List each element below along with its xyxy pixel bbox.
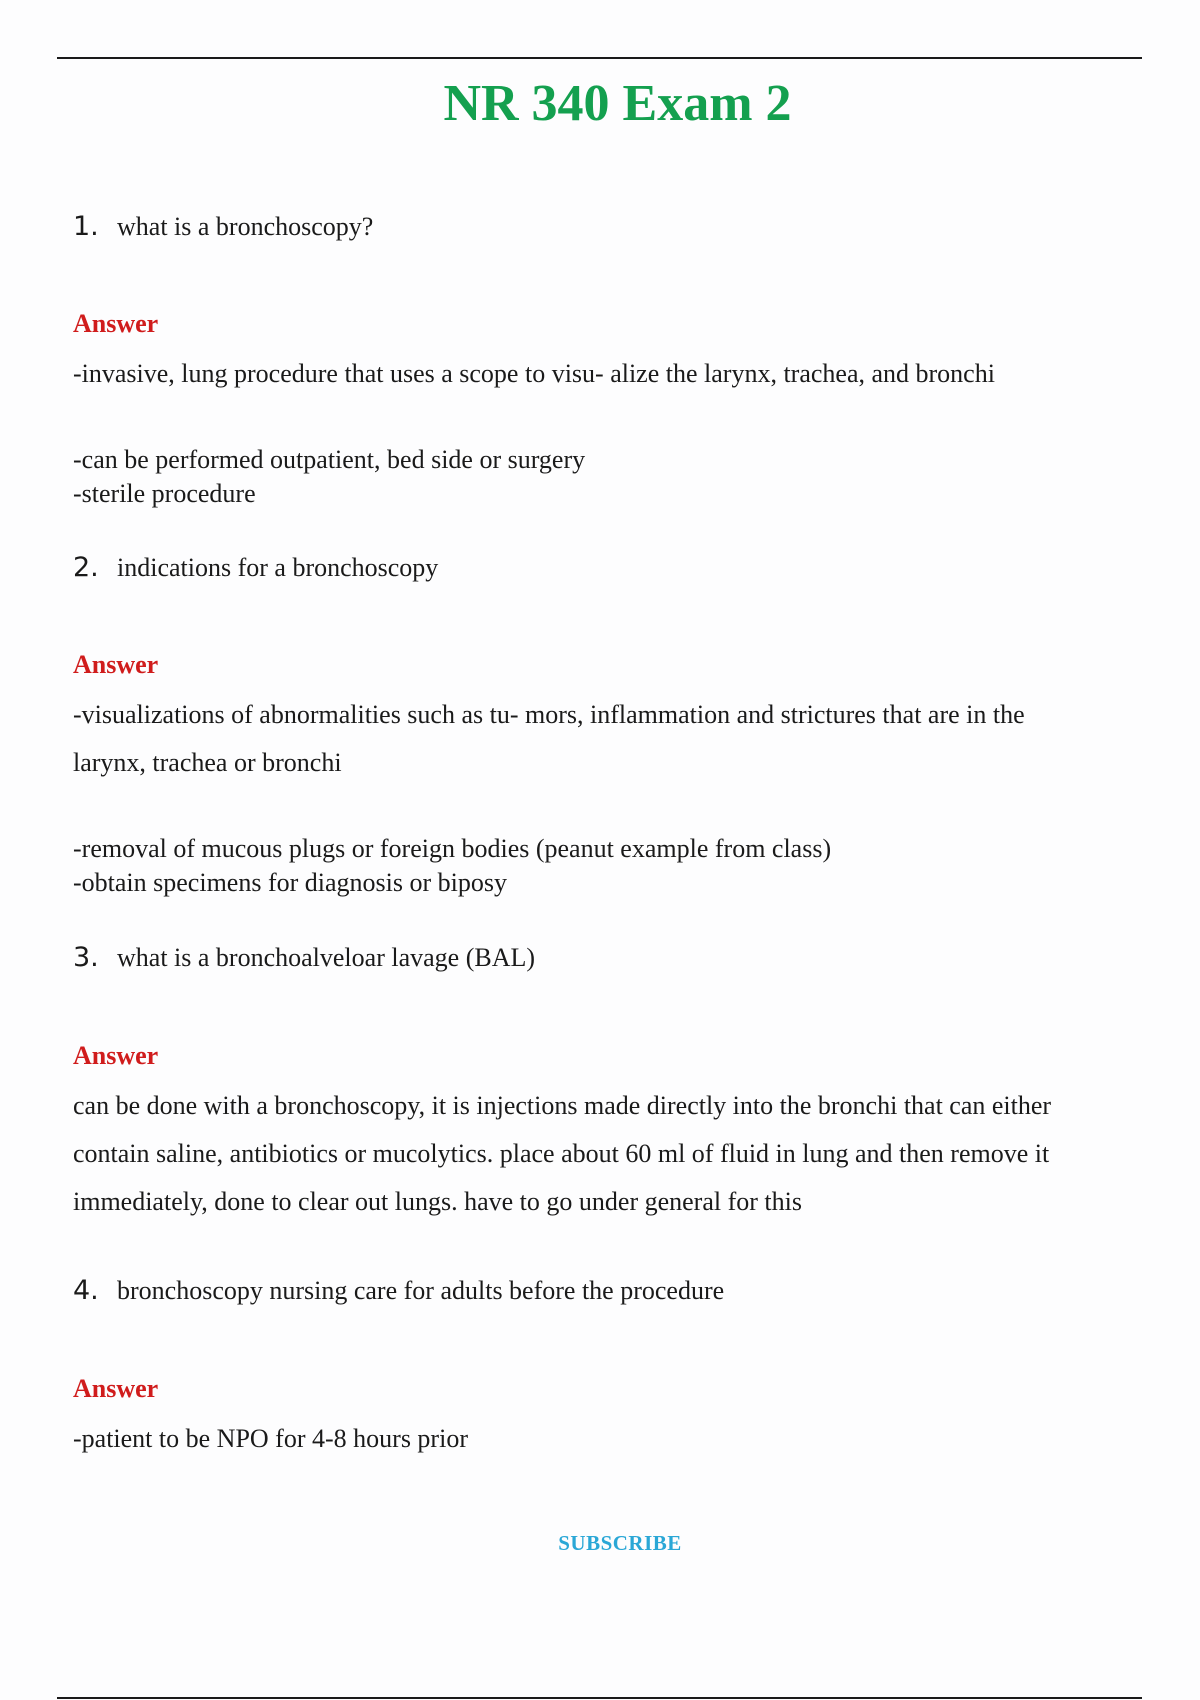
question-item [73, 940, 535, 976]
answer-line: can be done with a bronchoscopy, it is injections made directly into the bronchi that can either [73, 1091, 1052, 1120]
question-item [73, 550, 438, 586]
answer-line: immediately, done to clear out lungs. have to go under general for this [73, 1187, 802, 1216]
answer-line: -obtain specimens for diagnosis or biposy [73, 868, 507, 897]
bottom-divider [57, 1697, 1142, 1699]
top-divider [57, 57, 1142, 59]
answer-line: larynx, trachea or bronchi [73, 748, 342, 777]
answer-paragraph [73, 1415, 1133, 1463]
answer-paragraph [73, 691, 1133, 787]
question-item [73, 209, 373, 245]
subscribe-link[interactable]: SUBSCRIBE [558, 1531, 682, 1555]
answer-line: -can be performed outpatient, bed side or surgery [73, 445, 586, 474]
answer-list [73, 443, 1133, 511]
answer-line: -patient to be NPO for 4-8 hours prior [73, 1424, 468, 1453]
question-text: bronchoscopy nursing care for adults before the procedure [117, 1276, 725, 1305]
question-item [73, 1273, 724, 1309]
question-text: what is a bronchoscopy? [117, 212, 374, 241]
question-number: 3. [73, 942, 99, 973]
answer-paragraph [73, 350, 1133, 398]
answer-paragraph [73, 1082, 1133, 1226]
question-text: what is a bronchoalveloar lavage (BAL) [117, 943, 536, 972]
answer-list [73, 832, 1133, 900]
answer-line: contain saline, antibiotics or mucolytics. place about 60 ml of fluid in lung and then remove it [73, 1139, 1050, 1168]
question-number: 4. [73, 1275, 99, 1306]
answer-line: -sterile procedure [73, 479, 256, 508]
question-text: indications for a bronchoscopy [117, 553, 439, 582]
answer-label: Answer [73, 650, 159, 679]
answer-label: Answer [73, 1374, 159, 1403]
answer-line: -removal of mucous plugs or foreign bodies (peanut example from class) [73, 834, 832, 863]
question-number: 2. [73, 552, 99, 583]
question-number: 1. [73, 211, 99, 242]
answer-line: -visualizations of abnormalities such as tu- mors, inflammation and strictures that are in the [73, 700, 1025, 729]
answer-line: -invasive, lung procedure that uses a scope to visu- alize the larynx, trachea, and bronchi [73, 359, 995, 388]
page-title: NR 340 Exam 2 [443, 75, 792, 132]
answer-label: Answer [73, 1041, 159, 1070]
answer-label: Answer [73, 309, 159, 338]
